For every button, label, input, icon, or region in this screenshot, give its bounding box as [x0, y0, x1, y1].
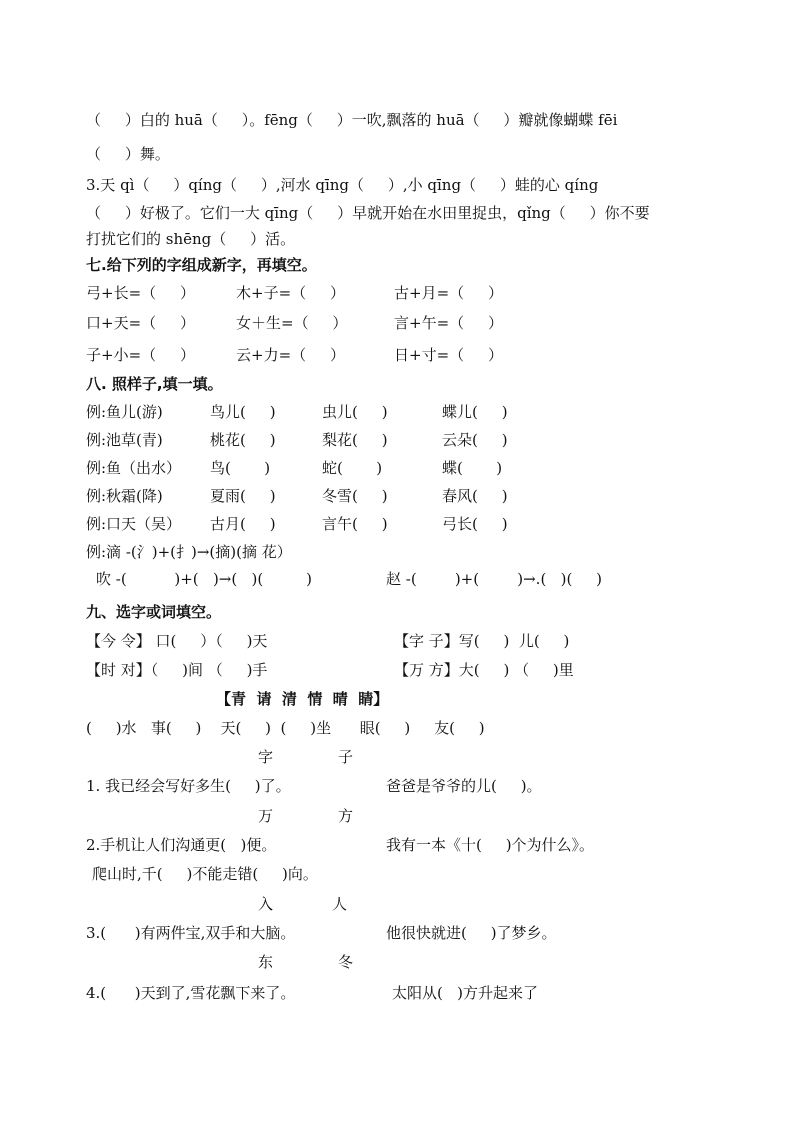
s8-r2-c0: 例:鱼（出水）	[86, 459, 182, 477]
s9-q3-left: 3.( )有两件宝,双手和大脑。	[86, 924, 296, 942]
s7-r0-c2: 古+月=（ ）	[394, 284, 503, 302]
s8-r2-c1: 鸟( )	[210, 459, 271, 477]
s9-hint3-b: 人	[332, 895, 348, 913]
s8-r0-c2: 虫儿( )	[322, 403, 388, 421]
s9-q3-right: 他很快就进( )了梦乡。	[386, 924, 557, 942]
s8-r1-c1: 桃花( )	[210, 431, 276, 449]
s9-group-title: 【青 请 清 情 晴 睛】	[216, 690, 389, 708]
s7-r2-c0: 子+小=（ ）	[86, 346, 195, 364]
s9-hint2-b: 方	[338, 807, 354, 825]
s8-r3-c2: 冬雪( )	[322, 487, 388, 505]
s8-r1-c3: 云朵( )	[442, 431, 508, 449]
s9-q1-right: 爸爸是爷爷的儿( )。	[386, 777, 542, 795]
s9-group-row: ( )水 事( ) 天( ) ( )坐 眼( ) 友( )	[86, 719, 485, 737]
s7-r0-c0: 弓+长=（ ）	[86, 284, 195, 302]
s9-q4-right: 太阳从( )方升起来了	[392, 984, 539, 1002]
s8-r1-c2: 梨花( )	[322, 431, 388, 449]
s9-pair2-right: 【万 方】大( ) （ )里	[394, 661, 574, 679]
s7-r2-c2: 日+寸=（ ）	[394, 346, 503, 364]
s7-r1-c1: 女＋生=（ ）	[236, 314, 348, 332]
s8-r0-c0: 例:鱼儿(游)	[86, 403, 163, 421]
s8-example: 例:滴 -(氵)+(扌)→(摘)(摘 花）	[86, 543, 292, 561]
s6-q3-line3: 打扰它们的 shēng（ ）活。	[86, 230, 296, 248]
s8-question-right: 赵 -( )+( )→.( )( )	[386, 570, 602, 588]
s8-r1-c0: 例:池草(青)	[86, 431, 163, 449]
s9-hint2-a: 万	[258, 807, 274, 825]
s8-r3-c3: 春风( )	[442, 487, 508, 505]
s7-r1-c0: 口+天=（ ）	[86, 314, 195, 332]
s9-q2-left: 2.手机让人们沟通更( )便。	[86, 836, 277, 854]
s8-r2-c3: 蝶( )	[442, 459, 503, 477]
s8-r3-c0: 例:秋霜(降)	[86, 487, 163, 505]
s7-r0-c1: 木+子=（ ）	[236, 284, 345, 302]
s6-q3-line2: （ ）好极了。它们一大 qīng（ ）早就开始在水田里捉虫，qǐng（ ）你不要	[86, 204, 650, 222]
s9-q4-left: 4.( )天到了,雪花飘下来了。	[86, 984, 296, 1002]
s9-hint1-a: 字	[258, 748, 274, 766]
s9-title: 九、选字或词填空。	[86, 603, 222, 621]
s7-r1-c2: 言+午=（ ）	[394, 314, 503, 332]
s8-r3-c1: 夏雨( )	[210, 487, 276, 505]
s8-r4-c0: 例:口天（吴）	[86, 515, 182, 533]
s9-hint4-a: 东	[258, 953, 274, 971]
s6-q2-line2: （ ）舞。	[86, 145, 170, 163]
s9-q1-left: 1. 我已经会写好多生( )了。	[86, 777, 291, 795]
s9-pair1-left: 【今 令】 口( ）（ )天	[86, 632, 268, 650]
s8-question-left: 吹 -( )+( )→( )( )	[96, 570, 312, 588]
s6-q3-line1: 3.天 qì（ ）qíng（ ）,河水 qīng（ ）,小 qīng（ ）蛙的心 qíng	[86, 176, 599, 194]
s8-r2-c2: 蛇( )	[322, 459, 383, 477]
s8-title: 八. 照样子,填一填。	[86, 375, 223, 393]
s8-r4-c2: 言午( )	[322, 515, 388, 533]
s9-q2-right: 我有一本《十( )个为什么》。	[386, 836, 595, 854]
s9-hint1-b: 子	[338, 748, 354, 766]
s6-q2-line1: （ ）白的 huā（ ）。fēng（ ）一吹,飘落的 huā（ ）瓣就像蝴蝶 fēi	[86, 111, 618, 129]
s7-title: 七.给下列的字组成新字，再填空。	[86, 256, 317, 274]
s9-hint3-a: 入	[258, 895, 274, 913]
s8-r0-c3: 蝶儿( )	[442, 403, 508, 421]
s9-pair1-right: 【字 子】写( ) 儿( )	[394, 632, 570, 650]
s8-r4-c1: 古月( )	[210, 515, 276, 533]
s9-hint4-b: 冬	[338, 953, 354, 971]
s9-pair2-left: 【时 对】（ )间 （ )手	[86, 661, 268, 679]
s8-r4-c3: 弓长( )	[442, 515, 508, 533]
s9-q2-line2: 爬山时,千( )不能走错( )向。	[92, 865, 318, 883]
s7-r2-c1: 云+力=（ ）	[236, 346, 345, 364]
s8-r0-c1: 鸟儿( )	[210, 403, 276, 421]
